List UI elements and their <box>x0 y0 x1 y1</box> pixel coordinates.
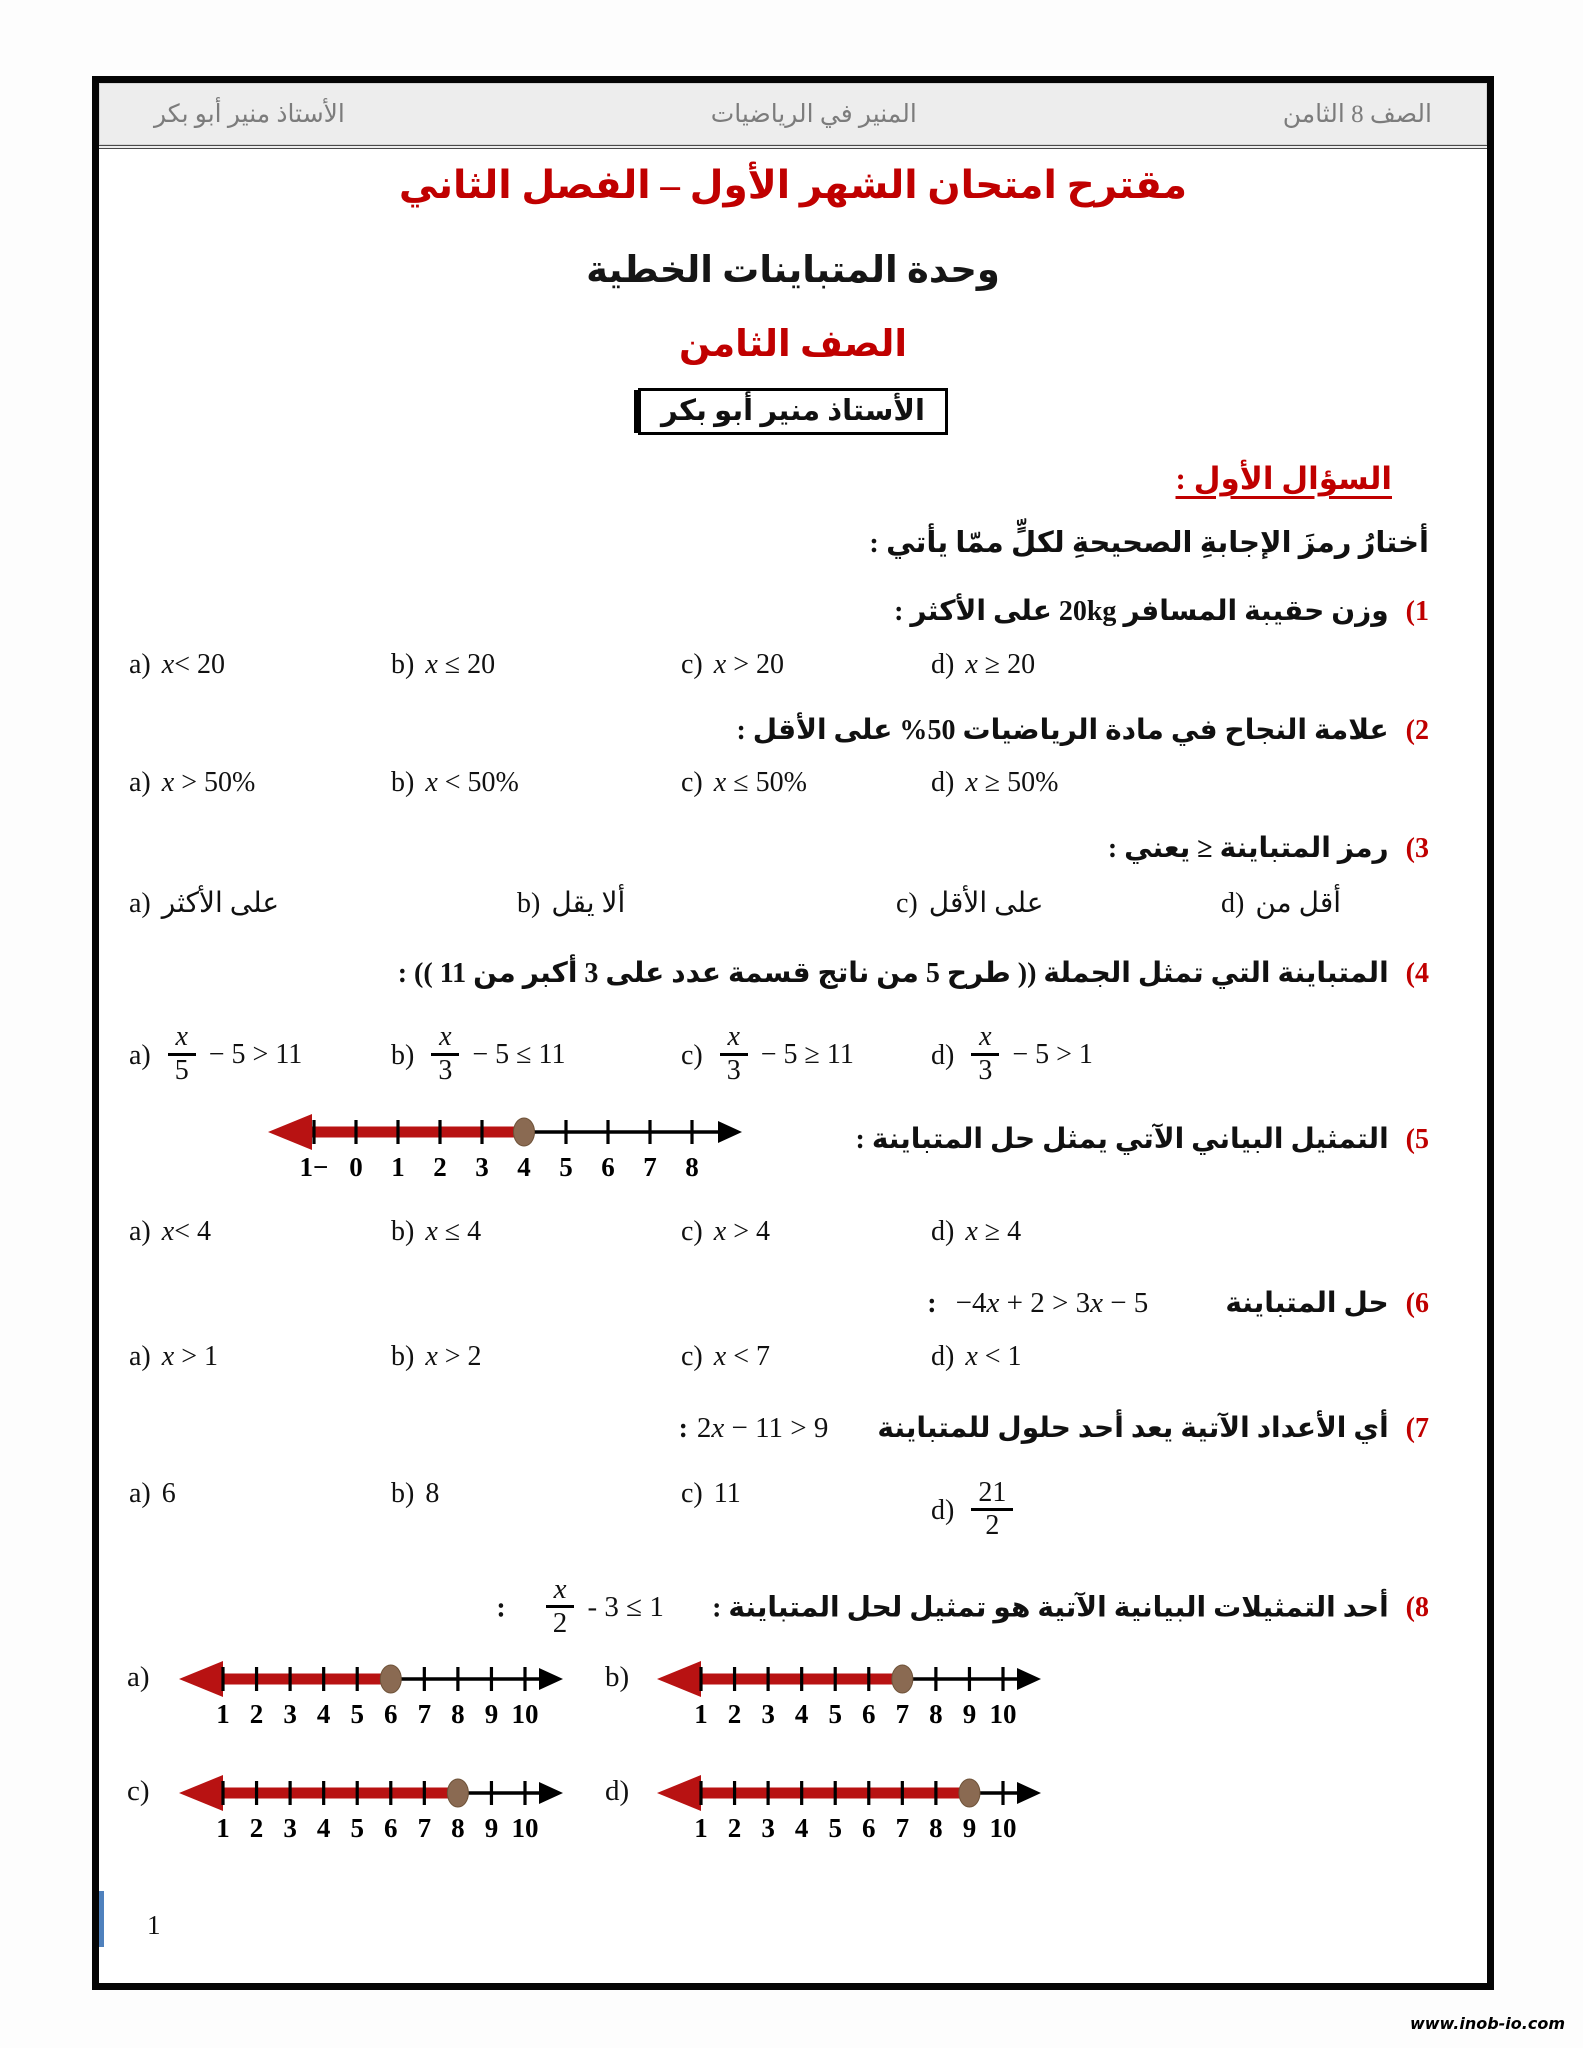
svg-text:10: 10 <box>511 1699 539 1730</box>
svg-text:4: 4 <box>794 1699 809 1730</box>
option-c: c) 11 <box>681 1477 741 1509</box>
option-b: b) ألا يقل <box>517 887 626 919</box>
question-5-text: التمثيل البياني الآتي يمثل حل المتباينة <box>871 1124 1389 1156</box>
option-d: d) أقل من <box>1221 887 1342 919</box>
option-d: d) x ≥ 20 <box>931 648 1036 680</box>
option-a: a) على الأكثر <box>129 887 280 919</box>
options-row-2 <box>99 767 1487 813</box>
numberline-q5 <box>264 1108 744 1188</box>
svg-text:8: 8 <box>929 1699 943 1730</box>
svg-text:10: 10 <box>989 1699 1017 1730</box>
numberline-option-d: d) 1 2 3 4 5 6 7 8 9 10 <box>605 1769 1083 1849</box>
grade-title: الصف الثامن <box>678 324 908 365</box>
option-c: c) x < 7 <box>681 1340 770 1372</box>
option-b: b) x ≤ 20 <box>391 648 496 680</box>
inequality-q7: 2x − 11 > 9 <box>696 1411 829 1444</box>
question-2 <box>99 711 1487 752</box>
numberline-options-grid <box>99 1655 1487 1883</box>
svg-text:2: 2 <box>249 1699 264 1730</box>
svg-text:2: 2 <box>727 1699 742 1730</box>
svg-text:6: 6 <box>601 1152 615 1183</box>
svg-text:−1: −1 <box>299 1152 329 1183</box>
question-4-text: المتباينة التي تمثل الجملة (( طرح 5 من ناتج قسمة عدد على 3 أكبر من 11 )) : <box>397 957 1389 989</box>
option-c: c) x > 4 <box>681 1216 770 1248</box>
options-row-5 <box>99 1216 1487 1262</box>
question-5-number: 5) <box>1405 1124 1429 1156</box>
option-b: b) x < 50% <box>391 767 519 799</box>
instruction-line: أختارُ رمزَ الإجابةِ الصحيحةِ لكلٍّ ممّا يأتي : <box>869 527 1429 559</box>
unit-title: وحدة المتباينات الخطية <box>586 250 1000 291</box>
teacher-name-box: الأستاذ منير أبو بكر <box>638 388 948 435</box>
svg-text:9: 9 <box>484 1699 499 1730</box>
svg-text:4: 4 <box>316 1813 331 1844</box>
svg-text:3: 3 <box>761 1813 775 1844</box>
svg-text:5: 5 <box>350 1699 364 1730</box>
question-8-text: أحد التمثيلات البيانية الآتية هو تمثيل لحل المتباينة : <box>712 1592 1389 1624</box>
svg-text:4: 4 <box>794 1813 809 1844</box>
option-a: a) 6 <box>129 1477 176 1509</box>
question-2-number: 2) <box>1405 714 1429 746</box>
svg-text:9: 9 <box>962 1813 977 1844</box>
option-c: c) x ≤ 50% <box>681 767 807 799</box>
svg-text:0: 0 <box>349 1152 363 1183</box>
svg-text:7: 7 <box>895 1699 910 1730</box>
svg-text:6: 6 <box>384 1813 398 1844</box>
svg-text:8: 8 <box>451 1813 465 1844</box>
option-b: b) x ≤ 4 <box>391 1216 482 1248</box>
svg-text:1: 1 <box>694 1813 708 1844</box>
svg-text:6: 6 <box>862 1813 876 1844</box>
question-6-number: 6) <box>1405 1288 1429 1320</box>
svg-text:6: 6 <box>862 1699 876 1730</box>
svg-text:10: 10 <box>989 1813 1017 1844</box>
svg-text:5: 5 <box>828 1699 842 1730</box>
question-4-number: 4) <box>1405 957 1429 989</box>
svg-text:1: 1 <box>391 1152 405 1183</box>
svg-text:9: 9 <box>962 1699 977 1730</box>
inequality-q8: $\frac{x}{2}$ - 3 ≤ 1 <box>540 1591 671 1623</box>
svg-text:4: 4 <box>316 1699 331 1730</box>
numberline-c <box>175 1769 565 1849</box>
question-7-number: 7) <box>1405 1412 1429 1444</box>
svg-text:2: 2 <box>249 1813 264 1844</box>
question-5: 5) التمثيل البياني الآتي يمثل حل المتباينة : −1 0 1 2 3 4 5 6 7 8 <box>99 1120 1487 1216</box>
svg-text:2: 2 <box>433 1152 447 1183</box>
question-8-number: 8) <box>1405 1592 1429 1624</box>
numberline-a <box>175 1655 565 1735</box>
option-d: d) $\frac{21}{2}$ <box>931 1478 1019 1547</box>
question-8: 8) أحد التمثيلات البيانية الآتية هو تمثيل لحل المتباينة : $\frac{x}{2}$ - 3 ≤ 1 : <box>496 1572 1429 1639</box>
numberline-b <box>653 1655 1043 1735</box>
svg-text:1: 1 <box>694 1699 708 1730</box>
question-6: 6) حل المتباينة −4x + 2 > 3x − 5 : <box>927 1287 1429 1320</box>
question-3-number: 3) <box>1405 833 1429 865</box>
page-header-band <box>99 83 1487 149</box>
teacher-box-wrap <box>99 388 1487 435</box>
svg-text:5: 5 <box>828 1813 842 1844</box>
svg-text:3: 3 <box>761 1699 775 1730</box>
exam-title: مقترح امتحان الشهر الأول – الفصل الثاني <box>398 164 1188 207</box>
options-row-3 <box>99 886 1487 932</box>
page-number: 1 <box>147 1910 161 1940</box>
options-row-4 <box>99 1010 1487 1106</box>
options-row-1 <box>99 649 1487 695</box>
question-7-text: أي الأعداد الآتية يعد أحد حلول للمتباينة <box>877 1412 1389 1444</box>
option-a: a) x< 20 <box>129 648 225 680</box>
header-brand: المنير في الرياضيات <box>710 101 917 128</box>
svg-text:3: 3 <box>283 1813 297 1844</box>
options-row-6 <box>99 1341 1487 1387</box>
question-7: 7) أي الأعداد الآتية يعد أحد حلول للمتباينة 2x − 11 > 9 : <box>678 1411 1429 1444</box>
svg-text:4: 4 <box>517 1152 531 1183</box>
svg-text:9: 9 <box>484 1813 499 1844</box>
question-3-text: رمز المتباينة ≤ يعني : <box>1107 833 1389 865</box>
numberline-option-c: c) 1 2 3 4 5 6 7 8 9 10 <box>127 1769 605 1849</box>
question-3 <box>99 829 1487 870</box>
svg-text:1: 1 <box>216 1699 230 1730</box>
svg-text:7: 7 <box>417 1813 432 1844</box>
inequality-q6: −4x + 2 > 3x − 5 <box>955 1287 1149 1320</box>
option-a: a) x > 1 <box>129 1340 218 1372</box>
question-1 <box>99 592 1487 633</box>
option-d: d) x ≥ 50% <box>931 767 1059 799</box>
svg-text:6: 6 <box>384 1699 398 1730</box>
numberline-option-b: b) 1 2 3 4 5 6 7 8 9 10 <box>605 1655 1083 1735</box>
svg-text:3: 3 <box>475 1152 489 1183</box>
option-a: a) x< 4 <box>129 1216 211 1248</box>
option-d: d) x < 1 <box>931 1340 1022 1372</box>
fraction-x-over-2: $\frac{x}{2}$ <box>546 1574 575 1640</box>
svg-text:2: 2 <box>727 1813 742 1844</box>
svg-text:7: 7 <box>643 1152 657 1183</box>
section-heading: السؤال الأول : <box>1175 461 1392 496</box>
option-a: a) $\frac{x}{5}$ − 5 > 11 <box>129 1021 303 1086</box>
svg-text:1: 1 <box>216 1813 230 1844</box>
svg-text:5: 5 <box>559 1152 573 1183</box>
option-a: a) x > 50% <box>129 767 256 799</box>
page-frame <box>92 76 1494 1990</box>
option-c: c) $\frac{x}{3}$ − 5 ≥ 11 <box>681 1021 854 1086</box>
site-watermark: www.inob-io.com <box>1409 2014 1565 2033</box>
header-grade: الصف 8 الثامن <box>1282 101 1432 128</box>
option-d: d) x ≥ 4 <box>931 1216 1022 1248</box>
option-d: d) $\frac{x}{3}$ − 5 > 1 <box>931 1021 1093 1086</box>
svg-text:7: 7 <box>417 1699 432 1730</box>
question-1-text: وزن حقيبة المسافر 20kg على الأكثر : <box>894 596 1389 627</box>
option-b: b) $\frac{x}{3}$ − 5 ≤ 11 <box>391 1021 566 1086</box>
svg-text:8: 8 <box>451 1699 465 1730</box>
question-1-number: 1) <box>1405 596 1429 627</box>
svg-text:8: 8 <box>685 1152 699 1183</box>
svg-text:8: 8 <box>929 1813 943 1844</box>
svg-text:10: 10 <box>511 1813 539 1844</box>
svg-text:5: 5 <box>350 1813 364 1844</box>
option-b: b) x > 2 <box>391 1340 482 1372</box>
question-2-text: علامة النجاح في مادة الرياضيات 50% على الأقل : <box>736 714 1389 746</box>
svg-text:7: 7 <box>895 1813 910 1844</box>
bookmark-tab <box>92 1891 104 1947</box>
options-row-7 <box>99 1466 1487 1562</box>
numberline-d <box>653 1769 1043 1849</box>
svg-text:3: 3 <box>283 1699 297 1730</box>
option-b: b) 8 <box>391 1477 440 1509</box>
numberline-option-a: a) 1 2 3 4 5 6 7 8 9 10 <box>127 1655 605 1735</box>
option-c: c) x > 20 <box>681 648 784 680</box>
header-teacher: الأستاذ منير أبو بكر <box>154 101 345 128</box>
option-c: c) على الأقل <box>896 887 1044 919</box>
question-6-text: حل المتباينة <box>1225 1288 1389 1320</box>
question-4 <box>99 954 1487 995</box>
